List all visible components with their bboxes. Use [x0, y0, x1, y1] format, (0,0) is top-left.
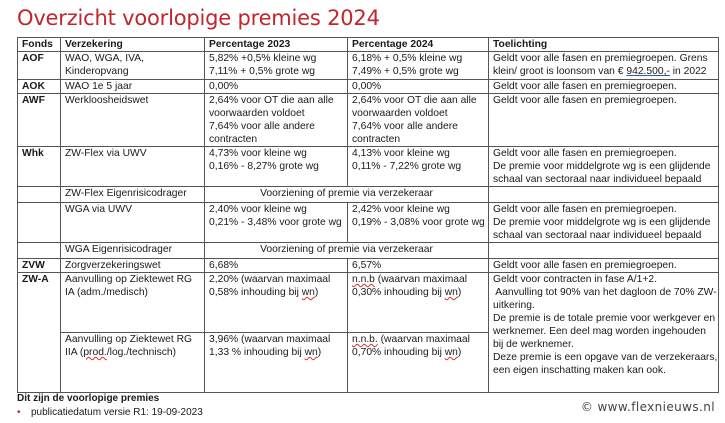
spellcheck-word: wn	[301, 287, 315, 298]
cell-line: voorwaarden voldoet	[209, 108, 305, 119]
percentage-2024-cell	[348, 147, 489, 187]
fonds-cell-empty	[18, 187, 61, 203]
cell-line: 0,11% - 7,22% grote wg	[352, 161, 462, 172]
text-span: )	[457, 287, 462, 298]
table-row-awf	[18, 94, 719, 147]
table-row-aok	[18, 80, 719, 94]
toelichting-cell-empty	[489, 243, 719, 259]
percentage-2024-cell	[348, 52, 489, 80]
spellcheck-word: prod.	[83, 347, 107, 358]
loonsom-amount: 942.500,-	[626, 66, 670, 77]
table-row-wga-eigenrisicodrager	[18, 243, 719, 259]
header-fonds: Fonds	[18, 38, 61, 52]
text-span: )	[317, 347, 322, 358]
fonds-cell: ZW-A	[18, 273, 61, 393]
table-header-row	[18, 38, 719, 52]
toelichting-cell: Geldt voor alle fasen en premiegroepen.	[489, 94, 719, 147]
text-span: )	[314, 287, 319, 298]
cell-line: Geldt voor contracten in fase A/1+2.	[493, 274, 657, 285]
cell-line: De premie is de totale premie voor werkgever en	[493, 313, 716, 324]
percentage-2023-cell: 0,00%	[205, 80, 348, 94]
cell-line: IA (adm./medisch)	[65, 287, 148, 298]
fonds-cell: Whk	[18, 147, 61, 187]
text-span: /log./technisch)	[106, 347, 177, 358]
spellcheck-word: wn	[304, 347, 318, 358]
table-row-zvw	[18, 259, 719, 273]
table-row-aof	[18, 52, 719, 80]
publication-date: publicatiedatum versie R1: 19-09-2023	[31, 407, 203, 418]
table-row-whk-zwflex	[18, 147, 719, 187]
cell-line: 2,20% (waarvan maximaal	[209, 274, 331, 285]
cell-line: Geldt voor alle fasen en premiegroepen.	[493, 148, 677, 159]
cell-line: schaal van sectoraal naar individueel bepaald	[493, 174, 702, 185]
cell-line	[65, 346, 200, 359]
toelichting-cell-empty	[489, 187, 719, 203]
verzekering-cell: ZW-Flex Eigenrisicodrager	[61, 187, 205, 203]
cell-line: 4,73% voor kleine wg	[209, 148, 307, 159]
text-span: in 2022	[669, 66, 707, 77]
text-span: 0,70% inhouding bij	[352, 347, 445, 358]
table-row-zwa-ia	[18, 273, 719, 333]
cell-line: schaal van sectoraal naar individueel bepaald	[493, 230, 702, 241]
cell-line	[209, 346, 343, 359]
verzekering-cell: WGA Eigenrisicodrager	[61, 243, 205, 259]
verzekering-cell: ZW-Flex via UWV	[61, 147, 205, 187]
fonds-cell: AOF	[18, 52, 61, 80]
cell-line: Aanvulling op Ziektewet RG	[65, 334, 193, 345]
cell-line: 4,13% voor kleine wg	[352, 148, 450, 159]
cell-line: De premie voor middelgrote wg is een glijdende	[493, 217, 711, 228]
cell-line: werknemer. Een deel mag worden ingehouden	[493, 326, 706, 337]
cell-line: Aanvulling op Ziektewet RG	[65, 274, 193, 285]
percentage-2023-cell: 6,68%	[205, 259, 348, 273]
toelichting-cell: Geldt voor alle fasen en premiegroepen.	[489, 259, 719, 273]
cell-line: 2,64% voor OT die aan alle	[352, 95, 477, 106]
toelichting-cell	[489, 52, 719, 80]
premies-table	[17, 37, 719, 393]
verzekering-cell	[61, 273, 205, 333]
percentage-2024-cell	[348, 94, 489, 147]
percentage-2023-cell	[205, 273, 348, 333]
header-verzekering: Verzekering	[61, 38, 205, 52]
cell-line: een eigen inschatting maken kan ook.	[493, 365, 666, 376]
cell-line: 2,40% voor kleine wg	[209, 204, 307, 215]
cell-line: 2,64% voor OT die aan alle	[209, 95, 334, 106]
table-row-zwflex-eigenrisicodrager	[18, 187, 719, 203]
fonds-cell: ZVW	[18, 259, 61, 273]
cell-line: 0,16% - 8,27% grote wg	[209, 161, 319, 172]
verzekering-cell: WGA via UWV	[61, 203, 205, 243]
cell-line	[352, 273, 484, 286]
percentage-2023-cell	[205, 333, 348, 393]
cell-line: contracten	[352, 134, 401, 145]
text-span: (waarvan maximaal	[374, 274, 468, 285]
cell-line: 7,64% voor alle andere	[209, 121, 315, 132]
cell-line	[352, 286, 484, 299]
text-span: 0,58% inhouding bij	[209, 287, 302, 298]
text-span: )	[457, 347, 462, 358]
toelichting-cell	[489, 147, 719, 187]
cell-line: Kinderopvang	[65, 66, 129, 77]
verzekering-cell: Werkloosheidswet	[61, 94, 205, 147]
cell-line: Deze premie is een opgave van de verzekeraars,	[493, 352, 718, 363]
spellcheck-word: n.n.b.	[352, 334, 378, 345]
cell-line: Geldt voor alle fasen en premiegroepen. Grens	[493, 53, 708, 64]
cell-line: contracten	[209, 134, 258, 145]
text-span: 1,33 % inhouding bij	[209, 347, 305, 358]
percentage-2024-cell	[348, 333, 489, 393]
cell-line: WAO, WGA, IVA,	[65, 53, 144, 64]
toelichting-cell	[489, 203, 719, 243]
page-title: Overzicht voorlopige premies 2024	[17, 6, 380, 30]
spellcheck-word: wn	[444, 287, 458, 298]
percentage-2024-cell: 0,00%	[348, 80, 489, 94]
percentage-2024-cell	[348, 273, 489, 333]
text-span: (waarvan maximaal	[377, 334, 470, 345]
percentage-2024-cell	[348, 203, 489, 243]
percentage-2024-cell: 6,57%	[348, 259, 489, 273]
cell-line: uitkering.	[493, 300, 535, 311]
percentage-2023-cell	[205, 147, 348, 187]
toelichting-cell	[489, 273, 719, 393]
text-span: IIA (	[65, 347, 84, 358]
verzekering-cell	[61, 52, 205, 80]
merged-percentage-cell: Voorziening of premie via verzekeraar	[205, 243, 489, 259]
cell-line: 7,49% + 0,5% grote wg	[352, 66, 459, 77]
cell-line	[493, 65, 714, 78]
spellcheck-word: wn	[444, 347, 458, 358]
fonds-cell: AOK	[18, 80, 61, 94]
cell-line: Geldt voor alle fasen en premiegroepen.	[493, 204, 677, 215]
cell-line: 6,18% + 0,5% kleine wg	[352, 53, 463, 64]
verzekering-cell	[61, 333, 205, 393]
text-span: 0,30% inhouding bij	[352, 287, 445, 298]
cell-line: 3,96% (waarvan maximaal	[209, 334, 331, 345]
copyright-watermark: © www.flexnieuws.nl	[580, 400, 715, 414]
cell-line: 0,21% - 3,48% voor grote wg	[209, 217, 342, 228]
header-toelichting: Toelichting	[489, 38, 719, 52]
fonds-cell-empty	[18, 243, 61, 259]
header-percentage-2024: Percentage 2024	[348, 38, 489, 52]
merged-percentage-cell: Voorziening of premie via verzekeraar	[205, 187, 489, 203]
bullet-icon: •	[17, 407, 21, 418]
cell-line: 0,19% - 3,08% voor grote wg	[352, 217, 485, 228]
cell-line	[209, 286, 343, 299]
cell-line	[352, 346, 484, 359]
cell-line: 5,82% +0,5% kleine wg	[209, 53, 317, 64]
verzekering-cell: Zorgverzekeringswet	[61, 259, 205, 273]
cell-line: 2,42% voor kleine wg	[352, 204, 450, 215]
footnote-heading: Dit zijn de voorlopige premies	[17, 393, 160, 404]
toelichting-cell: Geldt voor alle fasen en premiegroepen.	[489, 80, 719, 94]
verzekering-cell: WAO 1e 5 jaar	[61, 80, 205, 94]
cell-line: Aanvulling tot 90% van het dagloon de 70% ZW-	[493, 287, 717, 298]
cell-line: De premie voor middelgrote wg is een glijdende	[493, 161, 711, 172]
cell-line: 7,64% voor alle andere	[352, 121, 458, 132]
percentage-2023-cell	[205, 52, 348, 80]
footnote-bullet-item	[17, 407, 203, 418]
cell-line: voorwaarden voldoet	[352, 108, 448, 119]
table-row-wga-uwv	[18, 203, 719, 243]
spellcheck-word: n.n.b	[352, 274, 375, 285]
cell-line: bij de werknemer.	[493, 339, 574, 350]
header-percentage-2023: Percentage 2023	[205, 38, 348, 52]
percentage-2023-cell	[205, 94, 348, 147]
cell-line	[352, 333, 484, 346]
fonds-cell-empty	[18, 203, 61, 243]
fonds-cell: AWF	[18, 94, 61, 147]
percentage-2023-cell	[205, 203, 348, 243]
text-span: klein/ groot is loonsom van €	[493, 66, 627, 77]
cell-line: 7,11% + 0,5% grote wg	[209, 66, 315, 77]
